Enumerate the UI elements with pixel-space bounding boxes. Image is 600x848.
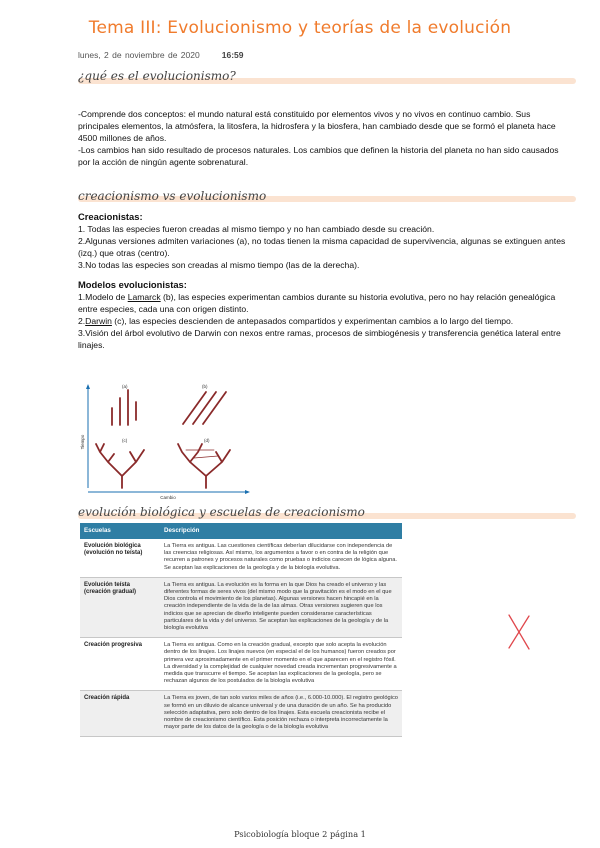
section-body-evolucionismo: [78, 108, 566, 168]
school-name: Creación rápida: [80, 691, 160, 737]
lineage-line: [183, 392, 206, 424]
column-header: Descripción: [160, 523, 402, 539]
list-item: 2.Darwin (c), las especies descienden de antepasados compartidos y experimentan cambios a lo largo del tiempo.: [78, 316, 514, 326]
column-header: Escuelas: [80, 523, 160, 539]
panel-label-a: (a): [122, 384, 128, 389]
list-item: 3.Visión del árbol evolutivo de Darwin con nexos entre ramas, procesos de simbiogénesis y transferencia genética lateral entre linajes.: [78, 328, 561, 350]
x-axis-label: Cambio: [160, 495, 176, 500]
school-description: La Tierra es antigua. Como en la creación gradual, excepto que solo acepta la evolución dentro de los linajes. Los linajes nuevos (en especial el de los humanos) fueron creados por primera vez aproximadamente en el primer momento en el que aparecen en el registro fósil. La diversidad y la complejidad de cualquier novedad creada incrementan progresivamente a medida que transcurre el tiempo. Se aceptan las explicaciones de la geología, pero se rechazan algunos de los postulados de la biología evolutiva: [160, 638, 402, 691]
paragraph: -Comprende dos conceptos: el mundo natural está constituido por elementos vivos y no vivos en continuo cambio. Sus principales elementos, la atmósfera, la litosfera, la hidrosfera y la biosfera, han cambiado desde que se formó el planeta hace 4500 millones de años.: [78, 109, 556, 143]
table-row: [80, 691, 402, 737]
section-heading-escuelas: evolución biológica y escuelas de creacionismo: [78, 505, 365, 519]
table-header-row: [80, 523, 402, 539]
page-title: Tema III: Evolucionismo y teorías de la evolución: [88, 18, 512, 38]
school-description: La Tierra es antigua. Las cuestiones científicas deberían dilucidarse con independencia de las creencias religiosas. Así mismo, los argumentos a favor o en contra de la religión que recurren a patrones y procesos naturales como pruebas o indicios carecen de lógica alguna. Se aceptan las explicaciones de la geología y de la biología evolutiva.: [160, 539, 402, 577]
paragraph: -Los cambios han sido resultado de procesos naturales. Los cambios que definen la historia del planeta no han sido causados por la acción de ningún agente sobrenatural.: [78, 145, 559, 167]
lineage-line: [203, 392, 226, 424]
school-description: La Tierra es antigua. La evolución es la forma en la que Dios ha creado el universo y las diferentes formas de seres vivos (del mismo modo que la gravitación es el modo en el que Dios controla el movimiento de los planetas). Algunas versiones hacen hincapié en la creación independiente de la vida de la de las almas. Otras versiones sugieren que los indicios que se aprecian de diseño inteligente pueden considerarse características particulares de la vida y del universo. Se aceptan las explicaciones de la geología y de la biología evolutiva: [160, 577, 402, 637]
section-heading-creacionismo-vs-evolucionismo: creacionismo vs evolucionismo: [78, 189, 267, 203]
school-description: La Tierra es joven, de tan solo varios miles de años (i.e., 6.000-10.000). El registro geológico se formó en un diluvio de alcance universal y de una duración de un año. Se ha producido selección adaptativa, pero solo dentro de los linajes. Esta escuela creacionista recibe el nombre de creacionismo científico. Esta posición rechaza o interpreta incorrectamente la mayor parte de los datos de la geología o de la biología evolutiva: [160, 691, 402, 737]
table-row: [80, 539, 402, 577]
lateral-links: [186, 450, 218, 458]
school-name: Creación progresiva: [80, 638, 160, 691]
list-item: 3.No todas las especies son creadas al mismo tiempo (las de la derecha).: [78, 260, 360, 270]
list-item: 1. Todas las especies fueron creadas al mismo tiempo y no han cambiado desde su creación.: [78, 224, 435, 234]
subheading-creacionistas: Creacionistas:: [78, 211, 143, 222]
x-axis-arrow: [245, 490, 250, 494]
section-heading-evolucionismo: ¿qué es el evolucionismo?: [78, 69, 236, 83]
y-axis-arrow: [86, 384, 90, 389]
panel-label-b: (b): [202, 384, 208, 389]
panel-label-d: (d): [204, 438, 210, 443]
section-body-creacionismo: [78, 211, 566, 351]
y-axis-label: Tiempo: [80, 434, 85, 450]
evolution-models-diagram: [78, 380, 278, 500]
list-item: 1.Modelo de Lamarck (b), las especies experimentan cambios durante su historia evolutiva, pero no hay relación genealógica entre especies, cada una con origen distinto.: [78, 292, 556, 314]
page-footer: Psicobiología bloque 2 página 1: [234, 829, 366, 839]
tree-branches: [178, 444, 230, 488]
lineage-line: [193, 392, 216, 424]
panel-label-c: (c): [122, 438, 128, 443]
note-timestamp: [78, 50, 243, 60]
link-darwin: Darwin: [85, 316, 112, 326]
school-name: Evolución teísta (creación gradual): [80, 577, 160, 637]
note-date: lunes, 2 de noviembre de 2020: [78, 50, 200, 60]
list-item: 2.Algunas versiones admiten variaciones (a), no todas tienen la misma capacidad de supervivencia, algunas se extinguen antes (izq.) que otras (centro).: [78, 236, 566, 258]
tree-branches: [96, 444, 144, 488]
school-name: Evolución biológica (evolución no teísta): [80, 539, 160, 577]
table-row: [80, 638, 402, 691]
subheading-modelos: Modelos evolucionistas:: [78, 279, 187, 290]
note-time: 16:59: [221, 50, 244, 60]
table-row: [80, 577, 402, 637]
link-lamarck: Lamarck: [127, 292, 161, 302]
schools-table: [80, 523, 402, 737]
cross-mark-icon: [506, 612, 532, 652]
